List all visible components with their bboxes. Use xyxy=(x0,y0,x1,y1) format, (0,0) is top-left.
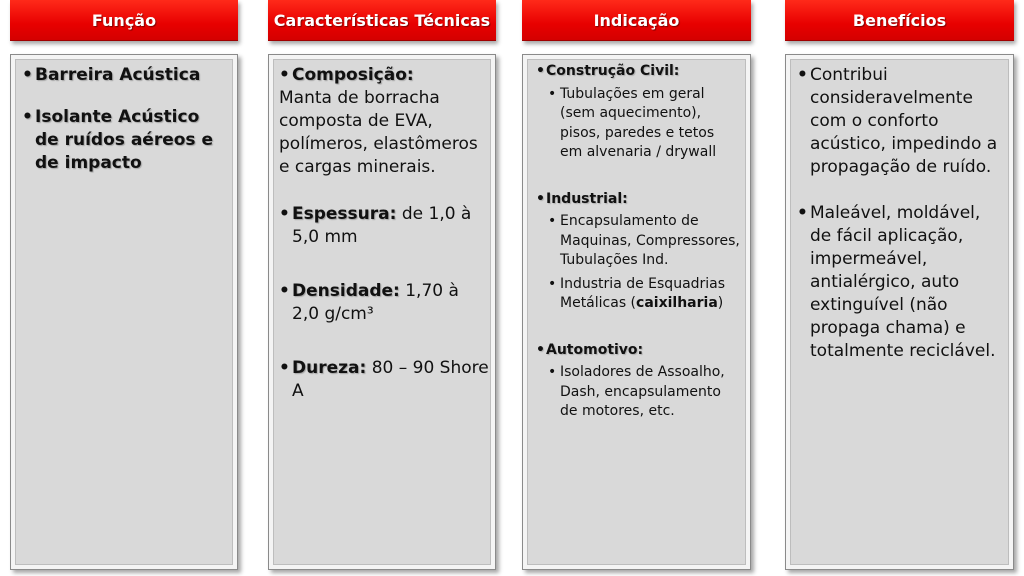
densidade-value: 1,70 à 2,0 g/cm³ xyxy=(292,281,459,324)
header-indicacao: Indicação xyxy=(522,0,751,41)
industrial-item-encapsulamento: • Encapsulamento de Maquinas, Compressores, Tubulações Ind. xyxy=(536,212,740,271)
composicao-text: Manta de borracha composta de EVA, polímeros, elastômeros e cargas minerais. xyxy=(279,88,478,177)
automotivo-title: • Automotivo: xyxy=(536,341,740,361)
beneficio-item-maleavel: • Maleável, moldável, de fácil aplicação, impermeável, antialérgico, auto extinguível (não propaga chama) e totalmente reciclável. xyxy=(797,202,1005,363)
beneficio-item-conforto: • Contribui consideravelmente com o conforto acústico, impedindo a propagação de ruído. xyxy=(797,64,1005,179)
composicao-label-item xyxy=(279,64,489,87)
dureza-label: Dureza: xyxy=(292,358,367,378)
densidade-label: Densidade: xyxy=(292,281,400,301)
composicao-label: Composição: xyxy=(292,65,414,85)
header-caracteristicas: Características Técnicas xyxy=(268,0,496,41)
espessura-value: de 1,0 à 5,0 mm xyxy=(292,204,472,247)
funcao-item-barreira: • Barreira Acústica xyxy=(22,64,228,87)
densidade-item xyxy=(279,280,489,326)
construcao-civil-item: • Tubulações em geral (sem aquecimento), pisos, paredes e tetos em alvenaria / drywall xyxy=(536,85,740,163)
industrial-title: • Industrial: xyxy=(536,190,740,210)
industrial-item-close: ) xyxy=(717,295,724,311)
construcao-civil-title: • Construção Civil: xyxy=(536,62,740,82)
industrial-item-esquadrias-text: Industria de Esquadrias Metálicas ( xyxy=(560,275,726,311)
header-funcao: Função xyxy=(10,0,238,41)
industrial-item-esquadrias xyxy=(536,275,740,314)
automotivo-item: • Isoladores de Assoalho, Dash, encapsulamento de motores, etc. xyxy=(536,363,740,422)
espessura-label: Espessura: xyxy=(292,204,397,224)
funcao-item-isolante: • Isolante Acústico de ruídos aéreos e de impacto xyxy=(22,106,228,175)
industrial-item-caixilharia: caixilharia xyxy=(636,295,718,311)
espessura-item xyxy=(279,203,489,249)
dureza-value: 80 – 90 Shore A xyxy=(292,358,489,401)
dureza-item xyxy=(279,357,489,403)
header-beneficios: Benefícios xyxy=(785,0,1014,41)
